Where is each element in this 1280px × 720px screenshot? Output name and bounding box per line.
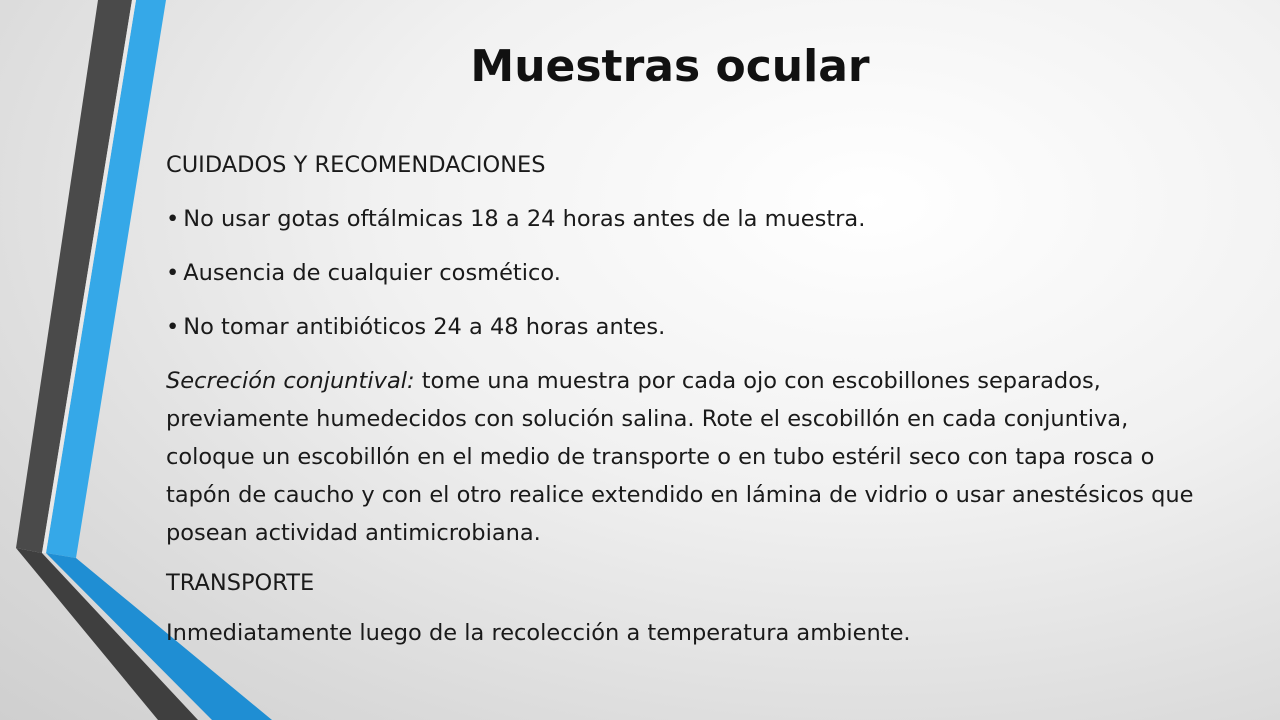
secretion-label: Secreción conjuntival: [166,368,415,394]
slide-content [166,146,1216,668]
secretion-paragraph [166,362,1216,552]
secretion-text: tome una muestra por cada ojo con escobillones separados, previamente humedecidos con solución salina. Rote el escobillón en cada conjuntiva, coloque un escobillón en el medio de transporte o en tubo estéril seco con tapa rosca o tapón de caucho y con el otro realice extendido en lámina de vidrio o usar anestésicos que posean actividad antimicrobiana. [166,368,1194,546]
bullet-text: No usar gotas oftálmicas 18 a 24 horas antes de la muestra. [183,206,866,232]
bullet-item [166,200,1216,238]
bullet-icon: • [166,260,180,286]
bullet-icon: • [166,206,180,232]
bullet-icon: • [166,314,180,340]
bullet-text: No tomar antibióticos 24 a 48 horas antes. [183,314,666,340]
transport-text: Inmediatamente luego de la recolección a temperatura ambiente. [166,620,911,646]
section-heading-transport: TRANSPORTE [166,570,315,596]
bullet-text: Ausencia de cualquier cosmético. [183,260,561,286]
section-heading-care: CUIDADOS Y RECOMENDACIONES [166,152,546,178]
bullet-item [166,254,1216,292]
bullet-item [166,308,1216,346]
slide-title: Muestras ocular [470,41,870,92]
